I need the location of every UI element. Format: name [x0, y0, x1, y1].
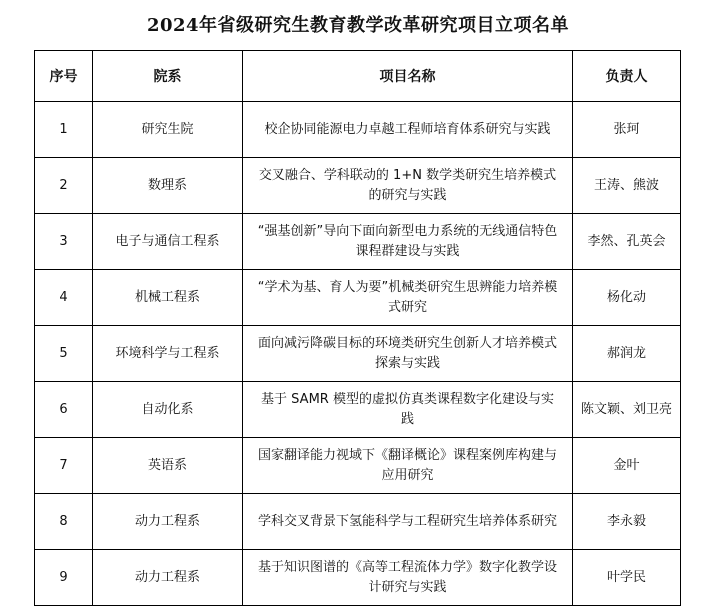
cell-leader: 金叶 [573, 438, 681, 494]
cell-seq: 9 [35, 550, 93, 606]
cell-seq: 8 [35, 494, 93, 550]
cell-seq: 3 [35, 214, 93, 270]
cell-leader: 陈文颖、刘卫亮 [573, 382, 681, 438]
table-row [35, 214, 681, 270]
table-header-row [35, 51, 681, 102]
cell-seq: 7 [35, 438, 93, 494]
cell-project-name: 交叉融合、学科联动的 1+N 数学类研究生培养模式的研究与实践 [243, 158, 573, 214]
cell-seq: 5 [35, 326, 93, 382]
cell-dept: 研究生院 [93, 102, 243, 158]
cell-project-name: 面向减污降碳目标的环境类研究生创新人才培养模式探索与实践 [243, 326, 573, 382]
cell-project-name: 学科交叉背景下氢能科学与工程研究生培养体系研究 [243, 494, 573, 550]
cell-dept: 环境科学与工程系 [93, 326, 243, 382]
cell-leader: 郝润龙 [573, 326, 681, 382]
header-dept: 院系 [93, 51, 243, 102]
table-row [35, 494, 681, 550]
header-project-name: 项目名称 [243, 51, 573, 102]
cell-project-name: “强基创新”导向下面向新型电力系统的无线通信特色课程群建设与实践 [243, 214, 573, 270]
cell-dept: 英语系 [93, 438, 243, 494]
table-row [35, 550, 681, 606]
table-row [35, 326, 681, 382]
cell-seq: 2 [35, 158, 93, 214]
header-seq: 序号 [35, 51, 93, 102]
cell-leader: 王涛、熊波 [573, 158, 681, 214]
table-row [35, 102, 681, 158]
table-row [35, 438, 681, 494]
header-leader: 负责人 [573, 51, 681, 102]
cell-leader: 张珂 [573, 102, 681, 158]
project-table [34, 50, 681, 606]
cell-dept: 自动化系 [93, 382, 243, 438]
cell-leader: 李永毅 [573, 494, 681, 550]
cell-seq: 1 [35, 102, 93, 158]
cell-dept: 电子与通信工程系 [93, 214, 243, 270]
page-title: 2024年省级研究生教育教学改革研究项目立项名单 [146, 15, 570, 36]
cell-project-name: 校企协同能源电力卓越工程师培育体系研究与实践 [243, 102, 573, 158]
cell-seq: 4 [35, 270, 93, 326]
cell-project-name: “学术为基、育人为要”机械类研究生思辨能力培养模式研究 [243, 270, 573, 326]
cell-dept: 动力工程系 [93, 550, 243, 606]
cell-project-name: 基于 SAMR 模型的虚拟仿真类课程数字化建设与实践 [243, 382, 573, 438]
cell-project-name: 国家翻译能力视域下《翻译概论》课程案例库构建与应用研究 [243, 438, 573, 494]
cell-leader: 叶学民 [573, 550, 681, 606]
table-row [35, 270, 681, 326]
cell-dept: 机械工程系 [93, 270, 243, 326]
cell-seq: 6 [35, 382, 93, 438]
cell-leader: 李然、孔英会 [573, 214, 681, 270]
cell-leader: 杨化动 [573, 270, 681, 326]
cell-project-name: 基于知识图谱的《高等工程流体力学》数字化教学设计研究与实践 [243, 550, 573, 606]
cell-dept: 动力工程系 [93, 494, 243, 550]
cell-dept: 数理系 [93, 158, 243, 214]
table-row [35, 382, 681, 438]
table-row [35, 158, 681, 214]
